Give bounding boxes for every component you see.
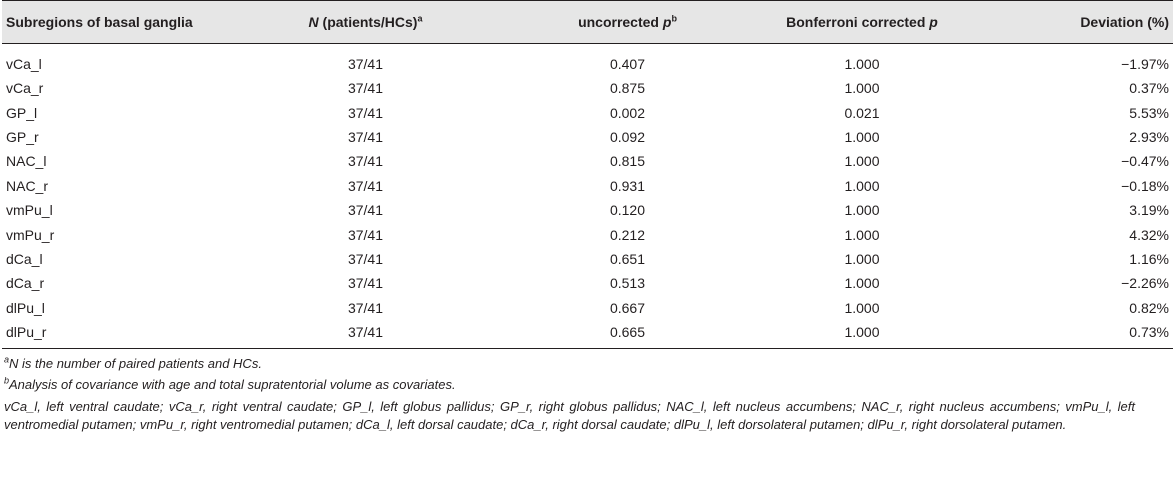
cell-n: 37/41	[347, 226, 384, 243]
basal-ganglia-table	[2, 0, 1173, 349]
cell-bonferroni-p: 1.000	[844, 250, 880, 267]
cell-uncorrected-p: 0.875	[609, 80, 646, 97]
cell-bonferroni-p: 1.000	[844, 128, 880, 145]
cell-bonferroni-p: 1.000	[844, 177, 880, 194]
abbreviations-note: vCa_l, left ventral caudate; vCa_r, right ventral caudate; GP_l, left globus pallidus; GP_r, right globus pallidus; NAC_l, left nucleus accumbens; NAC_r, right nucleus accumbens; vmPu_l, left ventromedial putamen; vmPu_r, right ventromedial putamen; dCa_l, left dorsal caudate; dCa_r, right dorsal caudate; dlPu_l, left dorsolateral putamen; dlPu_r, right dorsolateral putamen.	[4, 399, 1135, 433]
cell-region: GP_l	[6, 104, 38, 121]
table-row	[2, 296, 1173, 320]
table-row	[2, 125, 1173, 149]
cell-region: dlPu_l	[6, 299, 45, 316]
cell-region: NAC_r	[6, 177, 49, 194]
header-deviation	[983, 1, 1173, 44]
cell-bonferroni-p: 1.000	[844, 226, 880, 243]
header-n-rest: (patients/HCs)	[318, 14, 418, 30]
cell-bonferroni-p: 1.000	[844, 275, 880, 292]
cell-region: dCa_l	[6, 250, 43, 267]
table-row	[2, 44, 1173, 77]
cell-deviation: −0.47%	[1121, 153, 1169, 170]
table-row	[2, 174, 1173, 198]
cell-n: 37/41	[347, 153, 384, 170]
cell-region: vCa_r	[6, 80, 44, 97]
cell-bonferroni-p: 1.000	[844, 202, 880, 219]
cell-n: 37/41	[217, 320, 514, 349]
cell-n: 37/41	[347, 80, 384, 97]
header-subregions	[2, 1, 217, 44]
cell-n: 37/41	[347, 177, 384, 194]
cell-uncorrected-p: 0.931	[609, 177, 646, 194]
table-row	[2, 149, 1173, 173]
table-row	[2, 271, 1173, 295]
table-row	[2, 100, 1173, 124]
header-uncorrected-text: uncorrected	[578, 14, 663, 30]
table-row	[2, 320, 1173, 349]
cell-uncorrected-p: 0.513	[609, 275, 646, 292]
cell-uncorrected-p: 0.665	[514, 320, 741, 349]
table-row	[2, 222, 1173, 246]
cell-uncorrected-p: 0.651	[609, 250, 646, 267]
table-row	[2, 247, 1173, 271]
cell-bonferroni-p: 1.000	[844, 153, 880, 170]
header-subregions-text: Subregions of basal ganglia	[6, 14, 193, 30]
cell-n: 37/41	[347, 299, 384, 316]
header-bonferroni	[741, 1, 983, 44]
cell-n: 37/41	[347, 56, 384, 72]
header-n-sup: a	[417, 13, 423, 24]
cell-uncorrected-p: 0.120	[609, 202, 646, 219]
cell-deviation: −0.18%	[1121, 177, 1169, 194]
footnote-b-text: Analysis of covariance with age and total supratentorial volume as covariates.	[9, 377, 456, 393]
cell-uncorrected-p: 0.815	[609, 153, 646, 170]
header-row	[2, 1, 1173, 44]
cell-n: 37/41	[347, 275, 384, 292]
cell-region: vCa_l	[6, 56, 42, 72]
cell-deviation: 1.16%	[1129, 250, 1169, 267]
header-n-italic: N	[308, 14, 319, 30]
cell-bonferroni-p: 0.021	[844, 104, 880, 121]
table-header	[2, 1, 1173, 44]
cell-deviation: −2.26%	[1121, 275, 1169, 292]
header-n	[217, 1, 514, 44]
header-uncorrected	[514, 1, 741, 44]
footnote-a-text: N is the number of paired patients and HCs.	[9, 356, 262, 372]
cell-deviation: −1.97%	[1121, 56, 1169, 72]
cell-region: dlPu_r	[2, 320, 217, 349]
header-bonferroni-p: p	[929, 14, 938, 30]
cell-region: GP_r	[6, 128, 39, 145]
cell-n: 37/41	[347, 104, 384, 121]
cell-bonferroni-p: 1.000	[741, 320, 983, 349]
cell-bonferroni-p: 1.000	[844, 80, 880, 97]
table-body	[2, 44, 1173, 349]
header-bonferroni-text: Bonferroni corrected	[786, 14, 930, 30]
cell-deviation: 2.93%	[1129, 128, 1169, 145]
cell-deviation: 0.82%	[1129, 299, 1169, 316]
cell-region: vmPu_l	[6, 202, 53, 219]
cell-bonferroni-p: 1.000	[844, 56, 880, 72]
cell-uncorrected-p: 0.212	[609, 226, 646, 243]
cell-n: 37/41	[347, 128, 384, 145]
cell-region: vmPu_r	[6, 226, 55, 243]
cell-uncorrected-p: 0.002	[609, 104, 646, 121]
header-uncorrected-p: p	[662, 14, 672, 30]
footnote-b	[4, 376, 1135, 394]
footnote-b-mark: b	[4, 375, 10, 386]
footnote-a	[4, 355, 1135, 373]
cell-uncorrected-p: 0.667	[609, 299, 646, 316]
cell-uncorrected-p: 0.407	[609, 56, 646, 72]
table-row	[2, 198, 1173, 222]
cell-n: 37/41	[347, 250, 384, 267]
cell-uncorrected-p: 0.092	[609, 128, 646, 145]
cell-region: NAC_l	[6, 153, 47, 170]
cell-deviation: 4.32%	[1129, 226, 1169, 243]
table-footnotes	[4, 355, 1135, 434]
cell-deviation: 5.53%	[1129, 104, 1169, 121]
cell-deviation: 3.19%	[1129, 202, 1169, 219]
cell-bonferroni-p: 1.000	[844, 299, 880, 316]
cell-deviation: 0.73%	[983, 320, 1173, 349]
header-uncorrected-sup: b	[671, 13, 677, 24]
cell-region: dCa_r	[6, 275, 45, 292]
table-row	[2, 76, 1173, 100]
header-deviation-text: Deviation (%)	[1080, 14, 1169, 30]
cell-n: 37/41	[347, 202, 384, 219]
cell-deviation: 0.37%	[1129, 80, 1169, 97]
footnote-a-mark: a	[4, 354, 10, 365]
